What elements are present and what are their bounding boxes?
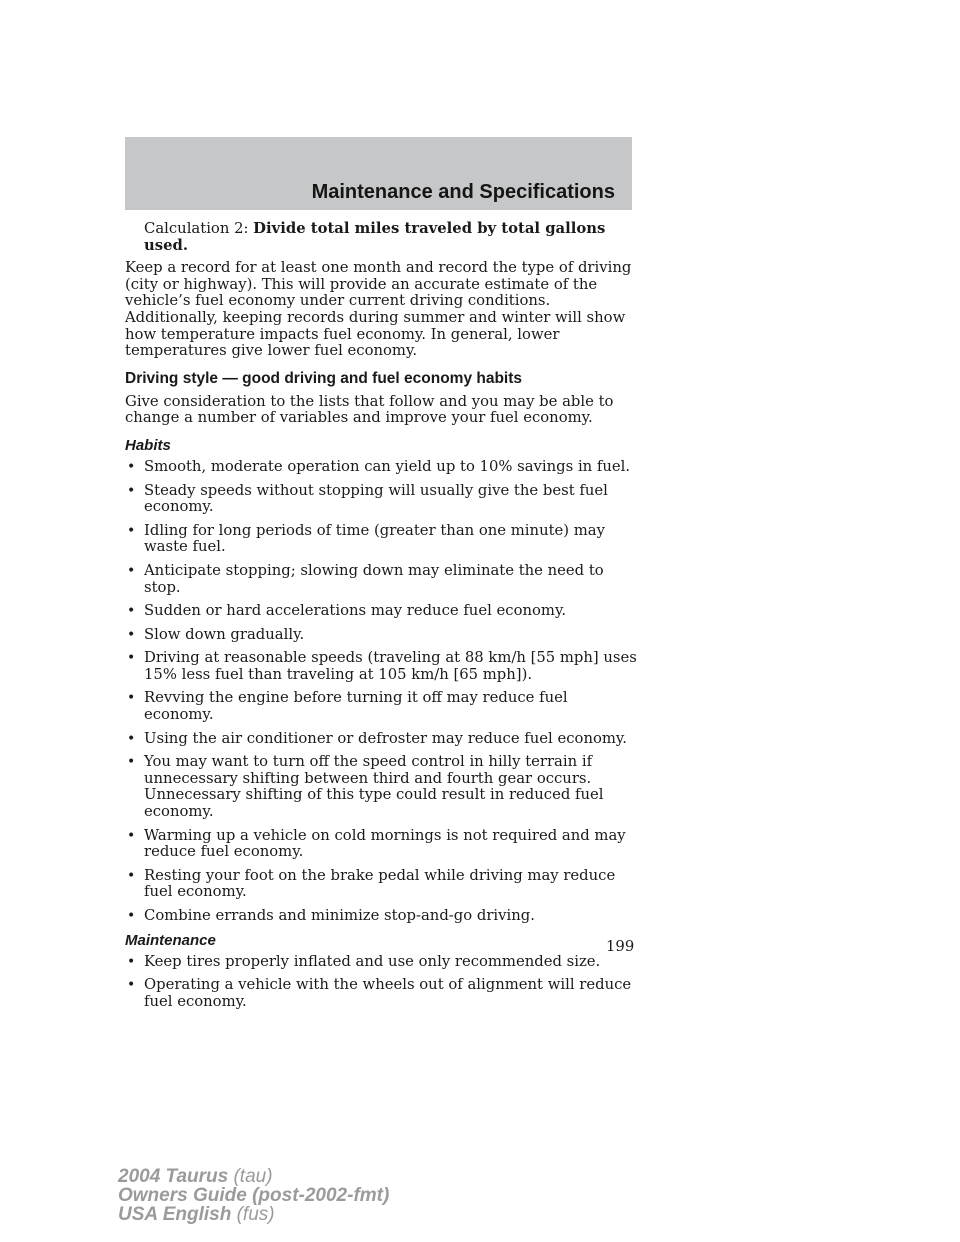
- list-item: • Sudden or hard accelerations may reduce fuel economy.: [127, 602, 567, 620]
- section-paragraph: Give consideration to the lists that follow and you may be able to change a number of variables and improve your fuel economy.: [125, 392, 614, 427]
- page-title: Maintenance and Specifications: [311, 181, 615, 203]
- header-band: [125, 137, 632, 210]
- bullet-icon: •: [127, 977, 136, 994]
- list-item: • Slow down gradually.: [127, 625, 305, 643]
- list-item: • Driving at reasonable speeds (traveling at 88 km/h [55 mph] uses 15% less fuel than traveling at 105 km/h [65 mph]).: [127, 649, 637, 683]
- bullet-icon: •: [127, 827, 136, 844]
- list-item: • Combine errands and minimize stop-and-go driving.: [127, 907, 535, 924]
- section-heading: Driving style — good driving and fuel economy habits: [125, 369, 523, 387]
- list-item: • Revving the engine before turning it off may reduce fuel economy.: [127, 689, 568, 724]
- list-item: • Keep tires properly inflated and use only recommended size.: [127, 952, 601, 970]
- list-item: • Using the air conditioner or defroster may reduce fuel economy.: [127, 729, 628, 747]
- habits-list: [125, 459, 640, 925]
- bullet-icon: •: [127, 730, 136, 747]
- calculation-text: Divide total miles traveled by total gallons used.: [144, 220, 606, 254]
- bullet-icon: •: [127, 522, 136, 539]
- bullet-icon: •: [127, 650, 136, 667]
- list-item: • Steady speeds without stopping will usually give the best fuel economy.: [127, 481, 608, 516]
- list-item: • Resting your foot on the brake pedal while driving may reduce fuel economy.: [127, 866, 616, 901]
- maintenance-heading: Maintenance: [125, 931, 216, 949]
- bullet-icon: •: [127, 754, 136, 771]
- bullet-icon: •: [127, 458, 136, 475]
- list-item: • Smooth, moderate operation can yield up to 10% savings in fuel.: [127, 457, 631, 475]
- page-number: 199: [606, 938, 635, 955]
- calculation-line: [144, 221, 640, 254]
- bullet-icon: •: [127, 690, 136, 707]
- bullet-icon: •: [127, 626, 136, 643]
- footer-line-model: 2004 Taurus (tau): [118, 1166, 273, 1187]
- bullet-icon: •: [127, 562, 136, 579]
- list-item: • Warming up a vehicle on cold mornings is not required and may reduce fuel economy.: [127, 826, 626, 861]
- list-item: • Operating a vehicle with the wheels out of alignment will reduce fuel economy.: [127, 976, 632, 1010]
- footer-line-guide: Owners Guide (post-2002-fmt): [118, 1185, 390, 1206]
- habits-heading: Habits: [125, 436, 171, 454]
- bullet-icon: •: [127, 482, 136, 499]
- bullet-icon: •: [127, 953, 136, 970]
- document-footer: [118, 1167, 389, 1224]
- footer-line-language: USA English (fus): [118, 1204, 275, 1225]
- main-content: [125, 221, 640, 1017]
- list-item: • Anticipate stopping; slowing down may eliminate the need to stop.: [127, 561, 604, 596]
- list-item: • You may want to turn off the speed control in hilly terrain if unnecessary shifting between third and fourth gear occurs. Unnecessary shifting of this type could result in reduced fuel economy.: [127, 753, 604, 821]
- calculation-label: Calculation 2:: [144, 220, 254, 237]
- list-item: • Idling for long periods of time (greater than one minute) may waste fuel.: [127, 521, 605, 556]
- bullet-icon: •: [127, 908, 136, 924]
- bullet-icon: •: [127, 867, 136, 884]
- bullet-icon: •: [127, 603, 136, 620]
- maintenance-list: [125, 954, 640, 1011]
- intro-paragraph: Keep a record for at least one month and record the type of driving (city or highway). This will provide an accurate estimate of the vehicle’s fuel economy under current driving conditions. Additionally, keeping records during summer and winter will show how temperature impacts fuel economy. In general, lower temperatures give lower fuel economy.: [125, 259, 632, 360]
